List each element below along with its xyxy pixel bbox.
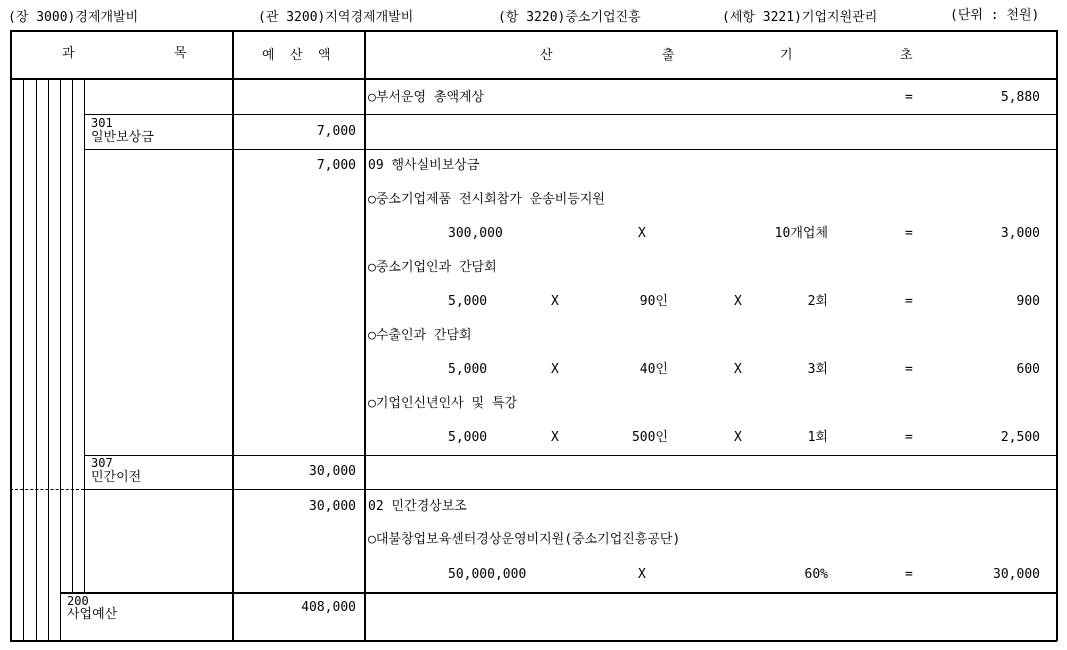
hier-line-2: [36, 79, 37, 640]
item-label: ○기업인신년인사 및 특강: [368, 396, 518, 411]
sub02-item-label: ○대불창업보육센터경상운영비지원(중소기업진흥공단): [368, 532, 681, 547]
item-label: ○중소기업인과 간담회: [368, 260, 497, 275]
item-times-1: X: [551, 362, 559, 377]
row-sep-5: [60, 592, 1057, 594]
item-unit-price: 5,000: [448, 362, 488, 377]
item-count: 1회: [807, 430, 828, 445]
col-header-basis-3: 기: [780, 48, 793, 63]
sub02-times: X: [638, 567, 646, 582]
table-left-border: [10, 30, 12, 641]
item-eq: =: [905, 430, 913, 445]
col-header-basis-2: 출: [662, 48, 675, 63]
col-header-gwa: 과: [62, 46, 75, 61]
sehang-label: (세항 3221)기업지원관리: [722, 10, 878, 25]
dept-total-eq: =: [905, 90, 913, 105]
item-eq: =: [905, 294, 913, 309]
item-times-1: X: [638, 226, 646, 241]
hier-line-5: [72, 79, 73, 592]
header-divider: [10, 78, 1057, 80]
item-people: 500인: [631, 430, 668, 445]
item-times-2: X: [734, 362, 742, 377]
item-eq: =: [905, 362, 913, 377]
sub02-title: 02 민간경상보조: [368, 499, 467, 514]
code-200: 200: [67, 594, 89, 608]
item-label: ○중소기업제품 전시회참가 운송비등지원: [368, 192, 605, 207]
item-count: 10개업체: [774, 226, 828, 241]
table-bottom-border: [10, 640, 1057, 642]
table-top-border: [10, 30, 1057, 32]
item-unit-price: 5,000: [448, 294, 488, 309]
hier-line-3: [48, 79, 49, 640]
budget-301: 7,000: [316, 124, 356, 139]
hang-label: (항 3220)중소기업진흥: [498, 10, 641, 25]
col-divider-budget: [232, 30, 234, 641]
item-count: 3회: [807, 362, 828, 377]
item-unit-price: 300,000: [448, 226, 503, 241]
sub02-rate: 60%: [804, 567, 828, 582]
name-301: 일반보상금: [91, 130, 154, 145]
code-307: 307: [91, 456, 113, 470]
table-right-border: [1056, 30, 1058, 641]
budget-200: 408,000: [301, 600, 356, 615]
jang-label: (장 3000)경제개발비: [8, 10, 139, 25]
item-unit-price: 5,000: [448, 430, 488, 445]
name-200: 사업예산: [67, 607, 118, 622]
item-people: 40인: [639, 362, 668, 377]
col-header-budget-2: 산: [290, 48, 303, 63]
item-count: 2회: [807, 294, 828, 309]
hier-line-6: [84, 79, 85, 592]
item-amount: 900: [1016, 294, 1040, 309]
budget-02: 30,000: [309, 499, 356, 514]
item-eq: =: [905, 226, 913, 241]
item-label: ○수출인과 간담회: [368, 328, 472, 343]
row-sep-4-dashed: [10, 489, 84, 490]
item-amount: 2,500: [1000, 430, 1040, 445]
sub09-title: 09 행사실비보상금: [368, 158, 480, 173]
col-header-basis-4: 초: [900, 48, 913, 63]
hier-line-1: [23, 79, 24, 640]
item-times-2: X: [734, 294, 742, 309]
item-times-1: X: [551, 430, 559, 445]
item-people: 90인: [639, 294, 668, 309]
budget-307: 30,000: [309, 464, 356, 479]
code-301: 301: [91, 116, 113, 130]
gwan-label: (관 3200)지역경제개발비: [258, 10, 414, 25]
item-amount: 3,000: [1000, 226, 1040, 241]
name-307: 민간이전: [91, 470, 142, 485]
row-sep-4: [84, 489, 1057, 490]
sub02-eq: =: [905, 567, 913, 582]
row-sep-2: [84, 149, 1057, 150]
sub02-unit-price: 50,000,000: [448, 567, 527, 582]
item-amount: 600: [1016, 362, 1040, 377]
hier-line-4: [60, 79, 61, 640]
col-header-budget-3: 액: [318, 48, 331, 63]
dept-total-label: ○부서운영 총액계상: [368, 90, 485, 105]
col-header-mok: 목: [174, 46, 187, 61]
item-times-2: X: [734, 430, 742, 445]
dept-total-amount: 5,880: [1000, 90, 1040, 105]
row-sep-1: [84, 114, 1057, 115]
col-divider-basis: [364, 30, 366, 641]
item-times-1: X: [551, 294, 559, 309]
col-header-basis-1: 산: [540, 48, 553, 63]
col-header-budget-1: 예: [262, 48, 275, 63]
budget-09: 7,000: [316, 158, 356, 173]
sub02-amount: 30,000: [993, 567, 1040, 582]
row-sep-3: [84, 455, 1057, 456]
unit-label: (단위 : 천원): [950, 8, 1040, 23]
